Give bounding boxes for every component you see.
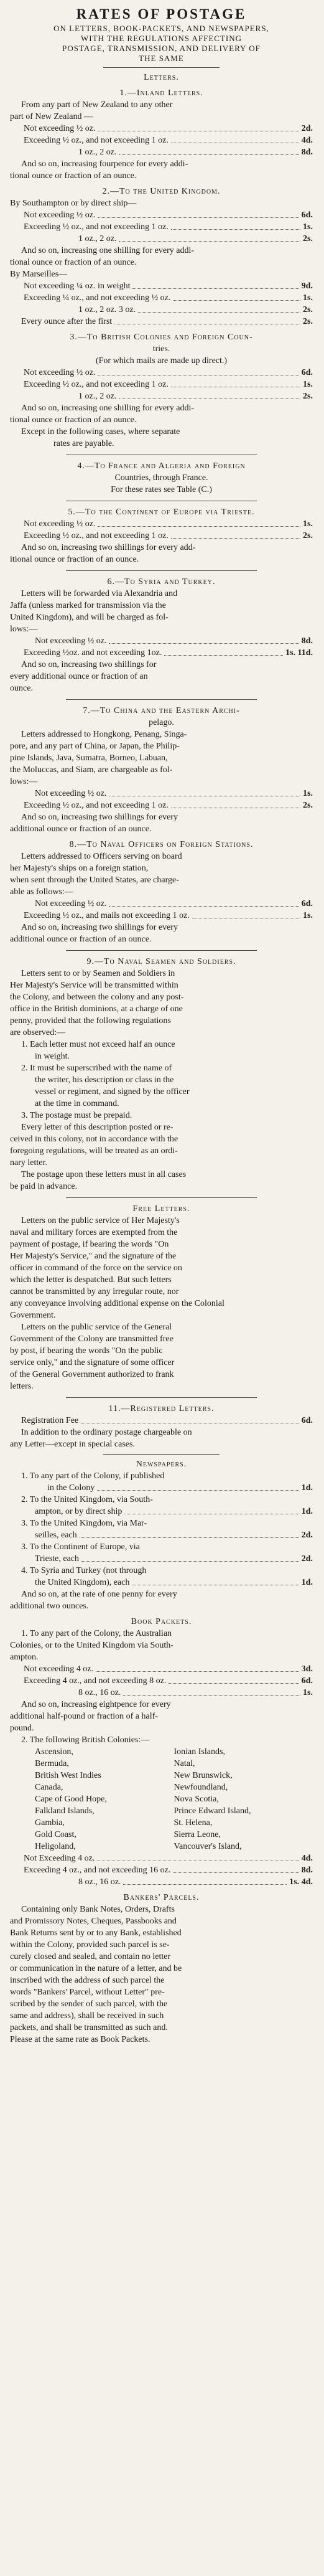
text-line: any Letter—except in special cases. xyxy=(10,1440,135,1449)
text-line: Colonies, or to the United Kingdom via South- xyxy=(10,1641,174,1650)
text-line: words "Bankers' Parcel, without Letter" pre- xyxy=(10,1988,165,1997)
rate-row: Exceeding ½ oz., and mails not exceeding 1 oz. 1s. xyxy=(24,911,313,920)
text-line: inscribed with the address of such parcel the xyxy=(10,1976,165,1985)
text-line: Letters sent to or by Seamen and Soldiers in xyxy=(21,969,175,978)
text-line: office in the British dominions, at a charge of one xyxy=(10,1004,183,1014)
divider xyxy=(66,570,257,571)
text-line: cannot be transmitted by any irregular route, nor xyxy=(10,1287,179,1296)
divider xyxy=(66,1397,257,1398)
text-line: of the General Government authorized to frank xyxy=(10,1370,174,1379)
text-line: Government of the Colony are transmitted free xyxy=(10,1334,174,1344)
page-title: RATES OF POSTAGE xyxy=(76,6,247,22)
text-line: rates are payable. xyxy=(53,439,114,448)
section-british-colonies xyxy=(10,331,313,450)
section-united-kingdom xyxy=(10,186,313,328)
section-syria-turkey xyxy=(10,576,313,694)
section-heading: 2.—To the United Kingdom. xyxy=(102,187,221,196)
rule-line: 1. Each letter must not exceed half an ounce xyxy=(21,1040,175,1049)
text-line: and Promissory Notes, Cheques, Passbooks and xyxy=(10,1917,177,1926)
text-line: lows:— xyxy=(10,625,38,634)
text-line: Her Majesty's Service will be transmitted within xyxy=(10,981,178,990)
text-line: And so on, increasing one shilling for every addi- xyxy=(21,403,194,413)
text-line: Letters addressed to Officers serving on board xyxy=(21,852,182,861)
section-registered-letters xyxy=(10,1403,313,1450)
divider xyxy=(103,67,220,68)
rule-line: 3. The postage must be prepaid. xyxy=(21,1111,132,1120)
rate-row: 1 oz., 2 oz. 3 oz. 2s. xyxy=(78,305,313,314)
rate-row: Exceeding 4 oz., and not exceeding 16 oz. 8d. xyxy=(24,1866,313,1875)
rule-line: the writer, his description or class in the xyxy=(35,1075,174,1085)
rule-line: in weight. xyxy=(35,1052,70,1061)
text-line: 4. To Syria and Turkey (not through xyxy=(21,1566,147,1575)
rate-row: 8 oz., 16 oz. 1s. xyxy=(78,1688,313,1697)
section-heading: pelago. xyxy=(149,718,174,727)
text-line: 3. To the Continent of Europe, via xyxy=(21,1542,140,1552)
text-line: part of New Zealand — xyxy=(10,112,93,121)
text-line: the Moluccas, and Siam, are chargeable as fol- xyxy=(10,765,173,775)
rate-row: Not exceeding ½ oz. 6d. xyxy=(24,368,313,377)
text-line: penny, provided that the following regulations xyxy=(10,1016,171,1026)
colony-row: Heligoland, Vancouver's Island, xyxy=(35,1842,242,1851)
rate-row: Trieste, each 2d. xyxy=(35,1554,313,1564)
text-line: Government. xyxy=(10,1311,56,1320)
text-line: her Majesty's ships on a foreign station, xyxy=(10,864,149,873)
rate-row: Not exceeding ½ oz. 2d. xyxy=(24,124,313,133)
rate-row: 8 oz., 16 oz. 1s. 4d. xyxy=(78,1877,313,1887)
text-line: tional ounce or fraction of an ounce. xyxy=(10,415,137,425)
text-line: be paid in advance. xyxy=(10,1182,78,1191)
section-naval-seamen xyxy=(10,956,313,1192)
text-line: Letters addressed to Hongkong, Penang, Singa- xyxy=(21,730,187,739)
rule-line: at the time in command. xyxy=(35,1099,119,1108)
text-line: pore, and any part of China, or Japan, the Philip- xyxy=(10,742,180,751)
subtitle-line: THE SAME xyxy=(139,54,184,63)
subtitle-line: POSTAGE, TRANSMISSION, AND DELIVERY OF xyxy=(62,44,261,53)
text-line: scribed by the sender of such parcel, with the xyxy=(10,1999,168,2009)
subtitle-line: WITH THE REGULATIONS AFFECTING xyxy=(80,34,243,43)
colony-row: Ascension, Ionian Islands, xyxy=(35,1747,225,1757)
section-heading: tries. xyxy=(152,344,170,354)
text-line: curely closed and sealed, and contain no letter xyxy=(10,1952,171,1961)
text-line: tional ounce or fraction of an ounce. xyxy=(10,258,137,267)
text-line: lows:— xyxy=(10,777,38,786)
subtitle-line: ON LETTERS, BOOK-PACKETS, AND NEWSPAPERS, xyxy=(53,24,269,33)
text-line: Bank Returns sent by or to any Bank, established xyxy=(10,1928,182,1938)
text-line: additional two ounces. xyxy=(10,1602,89,1611)
text-line: when sent through the United States, are charge- xyxy=(10,875,179,885)
text-line: And so on, increasing fourpence for every addi- xyxy=(21,159,188,169)
section-newspapers xyxy=(10,1458,313,1612)
rate-row: Exceeding ½oz. and not exceeding 1oz. 1s. 11d. xyxy=(24,648,313,658)
section-heading: 1.—Inland Letters. xyxy=(119,88,203,98)
text-line: foregoing regulations, will be treated as an ordi- xyxy=(10,1146,178,1156)
text-line: every additional ounce or fraction of an xyxy=(10,672,148,681)
rate-row: in the Colony 1d. xyxy=(47,1483,313,1493)
text-line: By Marseilles— xyxy=(10,270,68,279)
rate-row: Every ounce after the first 2s. xyxy=(21,317,313,326)
section-heading: 4.—To France and Algeria and Foreign xyxy=(77,461,246,471)
text-line: ampton. xyxy=(10,1653,39,1662)
text-line: additional ounce or fraction of an ounce. xyxy=(10,935,152,944)
section-heading: 3.—To British Colonies and Foreign Coun- xyxy=(70,333,253,342)
text-line: packets, and shall be transmitted as such and. xyxy=(10,2023,168,2032)
section-heading: Book Packets. xyxy=(131,1617,192,1626)
rate-row: Exceeding ½ oz., and not exceeding 1 oz. 4d. xyxy=(24,136,313,145)
rate-row: Not Exceeding 4 oz. 4d. xyxy=(24,1854,313,1863)
rate-row: Exceeding ½ oz., and not exceeding 1 oz. 1s. xyxy=(24,222,313,232)
text-line: In addition to the ordinary postage chargeable on xyxy=(21,1428,192,1437)
rate-row: Not exceeding ½ oz. 1s. xyxy=(35,789,313,798)
text-line: the Colony, and between the colony and any post- xyxy=(10,993,184,1002)
text-line: ounce. xyxy=(10,684,33,693)
colony-row: Bermuda, Natal, xyxy=(35,1759,195,1768)
section-book-packets xyxy=(10,1616,313,1888)
text-line: pound. xyxy=(10,1724,34,1733)
text-line: any conveyance involving additional expense on the Colonial xyxy=(10,1299,224,1308)
text-line: same and address), shall be received in such xyxy=(10,2011,164,2021)
text-line: by post, if bearing the words "On the public xyxy=(10,1346,163,1356)
colony-row: Gold Coast, Sierra Leone, xyxy=(35,1830,221,1839)
text-line: From any part of New Zealand to any other xyxy=(21,100,173,110)
text-line: within the Colony, provided such parcel is se- xyxy=(10,1940,170,1950)
section-france-algeria xyxy=(10,460,313,496)
section-heading: 11.—Registered Letters. xyxy=(108,1404,215,1413)
text-line: pine Islands, Java, Sumatra, Borneo, Labuan, xyxy=(10,753,168,763)
section-heading: 8.—To Naval Officers on Foreign Stations. xyxy=(69,840,254,849)
text-line: additional half-pound or fraction of a half- xyxy=(10,1712,158,1721)
colony-row: Falkland Islands, Prince Edward Island, xyxy=(35,1806,251,1816)
text-line: And so on, increasing two shillings for every add- xyxy=(21,543,196,552)
text-line: nary letter. xyxy=(10,1158,47,1168)
text-line: 1. To any part of the Colony, if published xyxy=(21,1471,165,1481)
text-line: (For which mails are made up direct.) xyxy=(95,356,228,366)
text-line: And so on, increasing one shilling for every addi- xyxy=(21,246,194,255)
text-line: letters. xyxy=(10,1382,34,1391)
text-line: which the letter is despatched. But such letters xyxy=(10,1275,172,1285)
section-naval-officers xyxy=(10,839,313,945)
section-free-letters xyxy=(10,1203,313,1392)
rule-line: vessel or regiment, and signed by the officer xyxy=(35,1087,190,1097)
text-line: service only," and the signature of some officer xyxy=(10,1358,175,1367)
rate-row: 1 oz., 2 oz. 8d. xyxy=(78,148,313,157)
rate-row: 1 oz., 2 oz. 2s. xyxy=(78,234,313,243)
divider xyxy=(66,699,257,700)
text-line: naval and military forces are exempted from the xyxy=(10,1228,178,1237)
rate-row: Not exceeding ½ oz. 1s. xyxy=(24,519,313,529)
rate-row: Not exceeding ½ oz. 8d. xyxy=(35,636,313,646)
section-inland-letters xyxy=(10,87,313,182)
rate-row: Exceeding 4 oz., and not exceeding 8 oz. 6d. xyxy=(24,1676,313,1686)
rate-row: Not exceeding ¼ oz. in weight 9d. xyxy=(24,281,313,291)
section-heading: 9.—To Naval Seamen and Soldiers. xyxy=(86,957,236,966)
rate-row: Registration Fee 6d. xyxy=(21,1416,313,1425)
section-heading: 6.—To Syria and Turkey. xyxy=(107,577,216,587)
rule-line: 2. It must be superscribed with the name of xyxy=(21,1064,172,1073)
text-line: 3. To the United Kingdom, via Mar- xyxy=(21,1519,147,1528)
text-line: 2. To the United Kingdom, via South- xyxy=(21,1495,153,1504)
text-line: additional ounce or fraction of an ounce. xyxy=(10,824,152,834)
text-line: Every letter of this description posted or re- xyxy=(21,1123,174,1132)
section-heading-letters: Letters. xyxy=(144,73,179,82)
text-line: Letters on the public service of Her Majesty's xyxy=(21,1216,180,1225)
text-line: able as follows:— xyxy=(10,887,73,897)
text-line: For these rates see Table (C.) xyxy=(111,485,212,494)
text-line: 1. To any part of the Colony, the Australian xyxy=(21,1629,172,1638)
text-line: And so on, increasing two shillings for xyxy=(21,660,157,669)
text-line: United Kingdom), and will be charged as fol- xyxy=(10,613,169,622)
rate-row: the United Kingdom), each 1d. xyxy=(35,1578,313,1587)
text-line: And so on, increasing eightpence for every xyxy=(21,1700,171,1709)
section-bankers-parcels xyxy=(10,1892,313,2045)
colony-row: Canada, Newfoundland, xyxy=(35,1783,228,1792)
text-line: And so on, at the rate of one penny for every xyxy=(21,1590,177,1599)
rate-row: 1 oz., 2 oz. 2s. xyxy=(78,392,313,401)
rate-row: Exceeding ½ oz., and not exceeding 1 oz. 1s. xyxy=(24,380,313,389)
text-line: Containing only Bank Notes, Orders, Drafts xyxy=(21,1905,175,1914)
rate-row: seilles, each 2d. xyxy=(35,1531,313,1540)
text-line: payment of postage, if bearing the words "On xyxy=(10,1240,169,1249)
section-heading: Newspapers. xyxy=(136,1460,187,1469)
text-line: And so on, increasing two shillings for every xyxy=(21,813,178,822)
text-line: officer in command of the force on the service on xyxy=(10,1263,182,1273)
text-line: Please at the same rate as Book Packets. xyxy=(10,2035,150,2044)
rate-row: Exceeding ½ oz., and not exceeding 1 oz. 2s. xyxy=(24,531,313,540)
text-line: itional ounce or fraction of an ounce. xyxy=(10,555,139,564)
section-heading: Bankers' Parcels. xyxy=(123,1893,200,1902)
text-line: By Southampton or by direct ship— xyxy=(10,199,137,208)
section-continent-europe xyxy=(10,506,313,565)
text-line: Jaffa (unless marked for transmission via the xyxy=(10,601,166,610)
text-line: or communication in the nature of a letter, and be xyxy=(10,1964,182,1973)
text-line: Except in the following cases, where separate xyxy=(21,427,180,436)
rate-row: Exceeding ½ oz., and not exceeding 1 oz. 2s. xyxy=(24,801,313,810)
divider xyxy=(66,1197,257,1198)
colony-row: Gambia, St. Helena, xyxy=(35,1818,213,1828)
text-line: are observed:— xyxy=(10,1028,66,1037)
text-line: And so on, increasing two shillings for every xyxy=(21,923,178,932)
rate-row: Not exceeding ½ oz. 6d. xyxy=(35,899,313,908)
section-heading: 7.—To China and the Eastern Archi- xyxy=(83,706,240,715)
text-line: Her Majesty's Service," and the signature of the xyxy=(10,1252,177,1261)
text-line: ceived in this colony, not in accordance with the xyxy=(10,1135,178,1144)
section-heading: Free Letters. xyxy=(132,1204,190,1214)
text-line: The postage upon these letters must in all cases xyxy=(21,1170,187,1179)
text-line: Letters on the public service of the General xyxy=(21,1323,172,1332)
section-heading: 5.—To the Continent of Europe via Trieste. xyxy=(68,507,255,517)
rate-row: Not exceeding 4 oz. 3d. xyxy=(24,1664,313,1674)
section-china-eastern xyxy=(10,705,313,835)
masthead xyxy=(10,5,313,64)
rate-row: Exceeding ¼ oz., and not exceeding ½ oz. 1s. xyxy=(24,293,313,303)
section-heading: Countries, through France. xyxy=(114,473,208,483)
divider xyxy=(103,1454,220,1455)
divider xyxy=(66,950,257,951)
colony-row: British West Indies New Brunswick, xyxy=(35,1771,233,1780)
colony-row: Cape of Good Hope, Nova Scotia, xyxy=(35,1795,219,1804)
rate-row: ampton, or by direct ship 1d. xyxy=(35,1507,313,1516)
text-line: 2. The following British Colonies:— xyxy=(21,1735,150,1745)
rate-row: Not exceeding ½ oz. 6d. xyxy=(24,210,313,220)
text-line: tional ounce or fraction of an ounce. xyxy=(10,171,137,181)
text-line: Letters will be forwarded via Alexandria and xyxy=(21,589,178,598)
